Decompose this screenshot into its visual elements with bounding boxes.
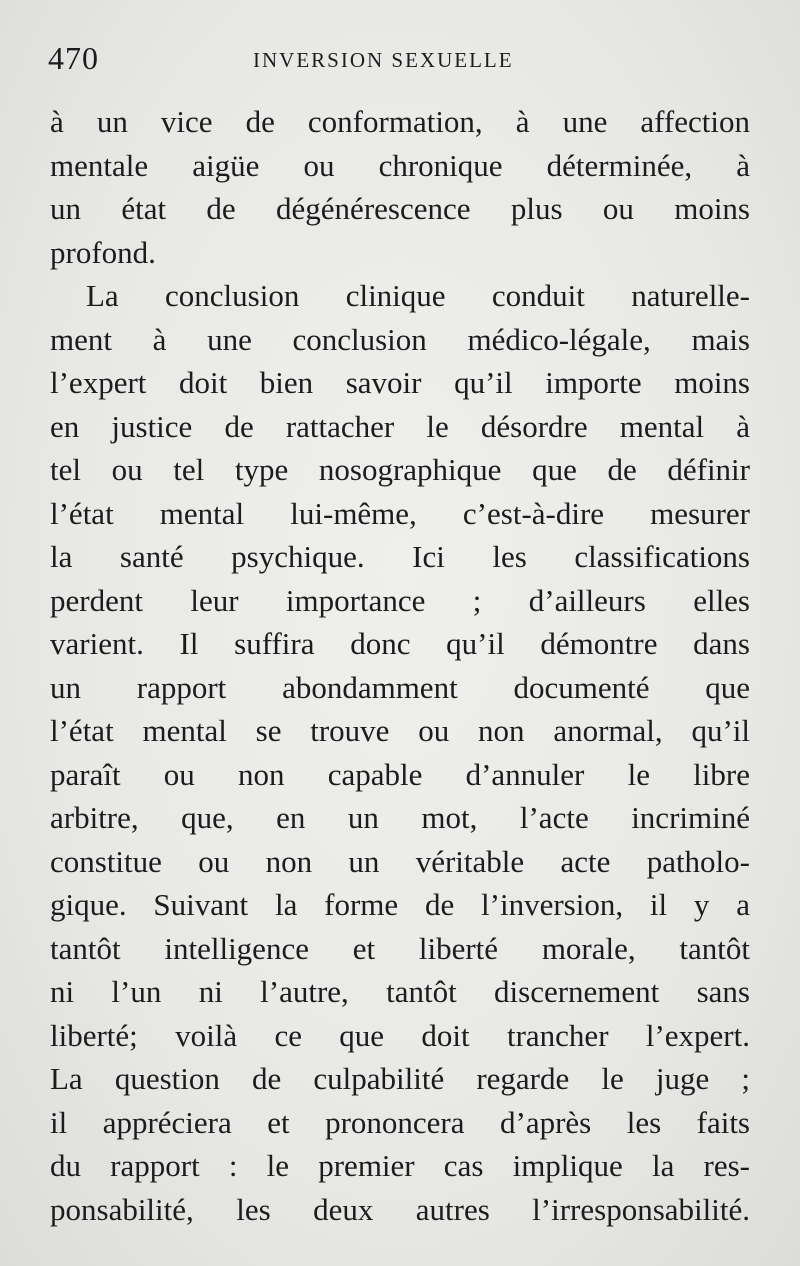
running-head: INVERSION SEXUELLE: [253, 48, 514, 72]
text-line: varient. Il suffira donc qu’il démontre dans: [50, 626, 750, 661]
text-line: arbitre, que, en un mot, l’acte incriminé: [50, 800, 750, 835]
text-line: profond.: [50, 234, 156, 270]
text-line: en justice de rattacher le désordre mental à: [50, 408, 750, 444]
text-line: l’état mental se trouve ou non anormal, qu’il: [50, 713, 750, 748]
page-number: 470: [48, 40, 99, 76]
text-line: l’expert doit bien savoir qu’il importe moins: [50, 365, 750, 400]
text-line: du rapport : le premier cas implique la res-: [50, 1148, 750, 1183]
text-line: liberté; voilà ce que doit trancher l’expert.: [50, 1017, 750, 1053]
text-line: l’état mental lui-même, c’est-à-dire mesurer: [50, 495, 750, 531]
text-line: la santé psychique. Ici les classifications: [50, 539, 750, 574]
text-line: mentale aigüe ou chronique déterminée, à: [50, 147, 750, 183]
text-line: constitue ou non un véritable acte patholo-: [50, 843, 750, 879]
text-line: La conclusion clinique conduit naturelle-: [86, 278, 750, 313]
text-line: ponsabilité, les deux autres l’irresponsabilité.: [50, 1191, 750, 1227]
text-line: gique. Suivant la forme de l’inversion, il y a: [50, 887, 750, 922]
body-text: [50, 100, 750, 1231]
text-line: ni l’un ni l’autre, tantôt discernement sans: [50, 974, 750, 1009]
text-line: un état de dégénérescence plus ou moins: [50, 191, 750, 226]
page-header: [48, 40, 760, 80]
text-line: à un vice de conformation, à une affection: [50, 104, 750, 139]
text-line: La question de culpabilité regarde le juge ;: [50, 1061, 750, 1096]
text-line: tel ou tel type nosographique que de définir: [50, 452, 750, 487]
text-line: perdent leur importance ; d’ailleurs elles: [50, 582, 750, 618]
text-line: il appréciera et prononcera d’après les faits: [50, 1104, 750, 1140]
text-line: paraît ou non capable d’annuler le libre: [50, 756, 750, 792]
text-line: tantôt intelligence et liberté morale, tantôt: [50, 930, 750, 966]
text-line: ment à une conclusion médico-légale, mais: [50, 321, 750, 357]
text-line: un rapport abondamment documenté que: [50, 669, 750, 705]
